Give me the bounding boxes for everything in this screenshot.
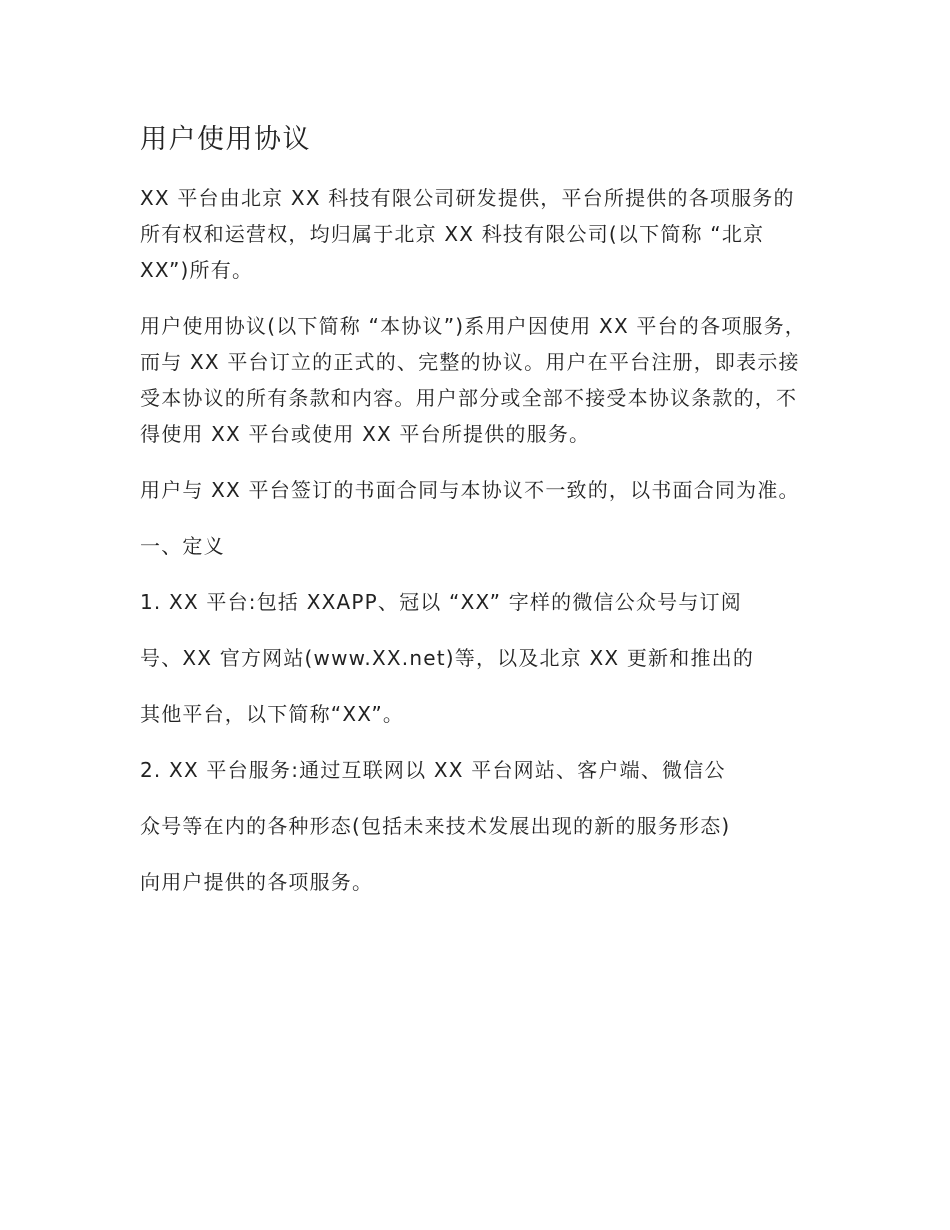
definition-2-line-2: 众号等在内的各种形态(包括未来技术发展出现的新的服务形态) [140,814,731,838]
paragraph-platform-ownership: XX 平台由北京 XX 科技有限公司研发提供，平台所提供的各项服务的所有权和运营权，均归属于北京 XX 科技有限公司(以下简称 “北京 XX”)所有。 [140,186,795,282]
document-title: 用户使用协议 [140,124,311,155]
paragraph-agreement-definition: 用户使用协议(以下简称 “本协议”)系用户因使用 XX 平台的各项服务，而与 XX 平台订立的正式的、完整的协议。用户在平台注册，即表示接受本协议的所有条款和内容。用户部分或全部不接受本协议条款的，不得使用 XX 平台或使用 XX 平台所提供的服务。 [140,314,807,446]
definition-2-line-1: 2. XX 平台服务:通过互联网以 XX 平台网站、客户端、微信公 [140,758,726,782]
paragraph-written-contract-priority: 用户与 XX 平台签订的书面合同与本协议不一致的，以书面合同为准。 [140,478,800,502]
section-heading-definitions: 一、定义 [140,534,225,558]
document-body [140,120,812,920]
definition-1-line-1: 1. XX 平台:包括 XXAPP、冠以 “XX” 字样的微信公众号与订阅 [140,590,742,614]
definition-2-line-3: 向用户提供的各项服务。 [140,870,374,894]
definition-1-line-3: 其他平台，以下简称“XX”。 [140,702,405,726]
definition-1-line-2: 号、XX 官方网站(www.XX.net)等，以及北京 XX 更新和推出的 [140,646,755,670]
